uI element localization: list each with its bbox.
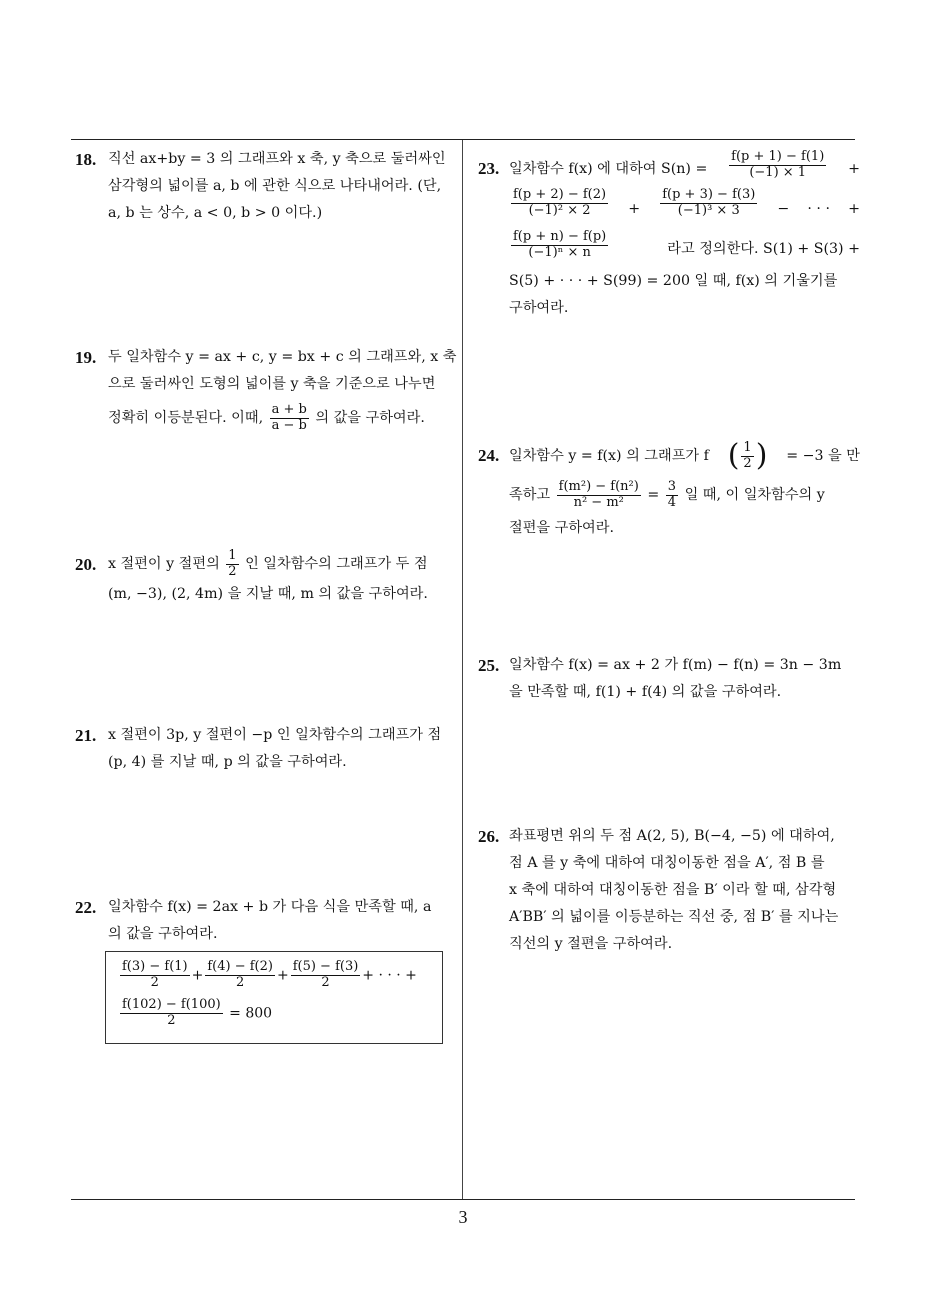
fraction: [226, 549, 238, 580]
plus-sign: +: [848, 161, 860, 177]
fraction: [666, 480, 678, 511]
problem-text-line: (m, −3), (2, 4m) 을 지날 때, m 의 값을 구하여라.: [108, 586, 428, 602]
problem-number: 20.: [75, 555, 97, 574]
problem-text: 라고 정의한다. S(1) + S(3) +: [667, 241, 860, 257]
fraction: [120, 960, 190, 991]
numerator: f(m²) − f(n²): [558, 478, 639, 494]
problem-text: 인 일차함수의 그래프가 두 점: [245, 556, 428, 572]
fraction: [120, 998, 223, 1029]
problem-number: 25.: [478, 656, 500, 675]
fraction: [741, 441, 753, 472]
problem-26: [478, 823, 860, 958]
numerator: 3: [667, 478, 677, 494]
problem-24: [478, 437, 860, 542]
denominator: (−1)² × 2: [528, 202, 591, 218]
problem-text: 족하고: [509, 487, 551, 503]
numerator: f(4) − f(2): [207, 959, 273, 974]
column-divider: [462, 140, 463, 1199]
problem-text-line: A′BB′ 의 넓이를 이등분하는 직선 중, 점 B′ 를 지나는: [509, 909, 839, 925]
continuation: + · · · +: [362, 967, 417, 984]
denominator: (−1) × 1: [749, 164, 807, 180]
problem-number: 22.: [75, 898, 97, 917]
numerator: a + b: [271, 401, 307, 417]
problem-text-line: 을 만족할 때, f(1) + f(4) 의 값을 구하여라.: [509, 684, 782, 700]
problem-text-line: 두 일차함수 y = ax + c, y = bx + c 의 그래프와, x 축: [108, 349, 457, 365]
denominator: n² − m²: [573, 494, 624, 510]
denominator: 2: [236, 974, 245, 990]
problem-text: 일차함수 y = f(x) 의 그래프가 f: [509, 448, 709, 464]
denominator: (−1)ⁿ × n: [528, 244, 591, 260]
problem-text-line: 삼각형의 넓이를 a, b 에 관한 식으로 나타내어라. (단,: [108, 178, 442, 194]
problem-number: 21.: [75, 726, 97, 745]
fraction: [729, 150, 826, 188]
problem-text-line: 점 A 를 y 축에 대하여 대칭이동한 점을 A′, 점 B 를: [509, 855, 825, 871]
problem-text: = −3 을 만: [786, 448, 860, 464]
problem-number: 24.: [478, 446, 500, 465]
problem-20: [75, 547, 460, 608]
problem-25: [478, 652, 860, 706]
problem-text-line: 으로 둘러싸인 도형의 넓이를 y 축을 기준으로 나누면: [108, 376, 436, 392]
page-number: 3: [458, 1207, 468, 1227]
denominator: (−1)³ × 3: [677, 202, 740, 218]
problem-text-line: 절편을 구하여라.: [509, 520, 614, 536]
top-rule: [71, 139, 855, 140]
numerator: f(p + n) − f(p): [513, 229, 607, 244]
problem-text: 정확히 이등분된다. 이때,: [108, 410, 264, 426]
fraction: [291, 960, 361, 991]
problem-text: 일 때, 이 일차함수의 y: [684, 487, 825, 503]
numerator: f(p + 1) − f(1): [731, 149, 825, 164]
problem-number: 18.: [75, 150, 97, 169]
problem-text-line: S(5) + · · · + S(99) = 200 일 때, f(x) 의 기울기를: [509, 273, 838, 289]
problem-number: 19.: [75, 348, 97, 367]
equation-rhs: = 800: [229, 1005, 273, 1022]
problem-text-line: 의 값을 구하여라.: [108, 926, 218, 942]
problem-18: [75, 146, 460, 227]
problem-text-line: 일차함수 f(x) = 2ax + b 가 다음 식을 만족할 때, a: [108, 899, 432, 915]
fraction: [557, 480, 641, 511]
problem-text-line: x 절편이 3p, y 절편이 −p 인 일차함수의 그래프가 점: [108, 727, 442, 743]
plus-sign: +: [191, 967, 204, 984]
problem-text: x 절편이 y 절편의: [108, 556, 220, 572]
problem-text-line: 구하여라.: [509, 300, 569, 316]
numerator: f(p + 3) − f(3): [662, 187, 756, 202]
equals-sign: =: [647, 487, 660, 503]
numerator: f(p + 2) − f(2): [513, 187, 607, 202]
numerator: f(5) − f(3): [292, 959, 359, 974]
problem-text: 의 값을 구하여라.: [315, 410, 425, 426]
problem-text-line: 직선 ax+by = 3 의 그래프와 x 축, y 축으로 둘러싸인: [108, 151, 446, 167]
equation-box: [105, 951, 443, 1044]
denominator: 2: [321, 974, 330, 990]
right-paren: ): [755, 438, 768, 473]
plus-sign: +: [628, 201, 641, 217]
problem-text-line: 일차함수 f(x) = ax + 2 가 f(m) − f(n) = 3n − 3m: [509, 657, 842, 673]
denominator: 4: [667, 494, 677, 510]
fraction: [660, 188, 757, 230]
problem-text-line: (p, 4) 를 지날 때, p 의 값을 구하여라.: [108, 754, 347, 770]
denominator: a − b: [271, 417, 307, 433]
numerator: 1: [228, 547, 237, 563]
problem-text-line: 직선의 y 절편을 구하여라.: [509, 936, 673, 952]
minus-sign: −: [777, 201, 790, 217]
problem-22: [75, 894, 460, 948]
numerator: 1: [743, 439, 752, 455]
plus-sign: +: [276, 967, 289, 984]
problem-19: [75, 344, 460, 438]
problem-23: [478, 150, 860, 322]
problem-21: [75, 722, 460, 776]
plus-sign: +: [848, 201, 860, 217]
denominator: 2: [743, 455, 752, 471]
denominator: 2: [167, 1012, 176, 1028]
left-paren: (: [727, 438, 740, 473]
denominator: 2: [228, 563, 237, 579]
bottom-rule: [71, 1199, 855, 1200]
problem-text: 일차함수 f(x) 에 대하여 S(n) =: [509, 161, 708, 177]
fraction: [511, 188, 608, 230]
fraction: [270, 403, 309, 434]
numerator: f(3) − f(1): [122, 959, 188, 974]
denominator: 2: [150, 974, 159, 990]
fraction: [511, 230, 608, 268]
problem-text-line: x 축에 대하여 대칭이동한 점을 B′ 이라 할 때, 삼각형: [509, 882, 837, 898]
problem-number: 23.: [478, 159, 500, 178]
problem-number: 26.: [478, 827, 500, 846]
ellipsis: · · ·: [807, 201, 830, 217]
fraction: [205, 960, 275, 991]
problem-text-line: a, b 는 상수, a < 0, b > 0 이다.): [108, 205, 323, 221]
problem-text-line: 좌표평면 위의 두 점 A(2, 5), B(−4, −5) 에 대하여,: [509, 828, 835, 844]
numerator: f(102) − f(100): [122, 997, 221, 1012]
